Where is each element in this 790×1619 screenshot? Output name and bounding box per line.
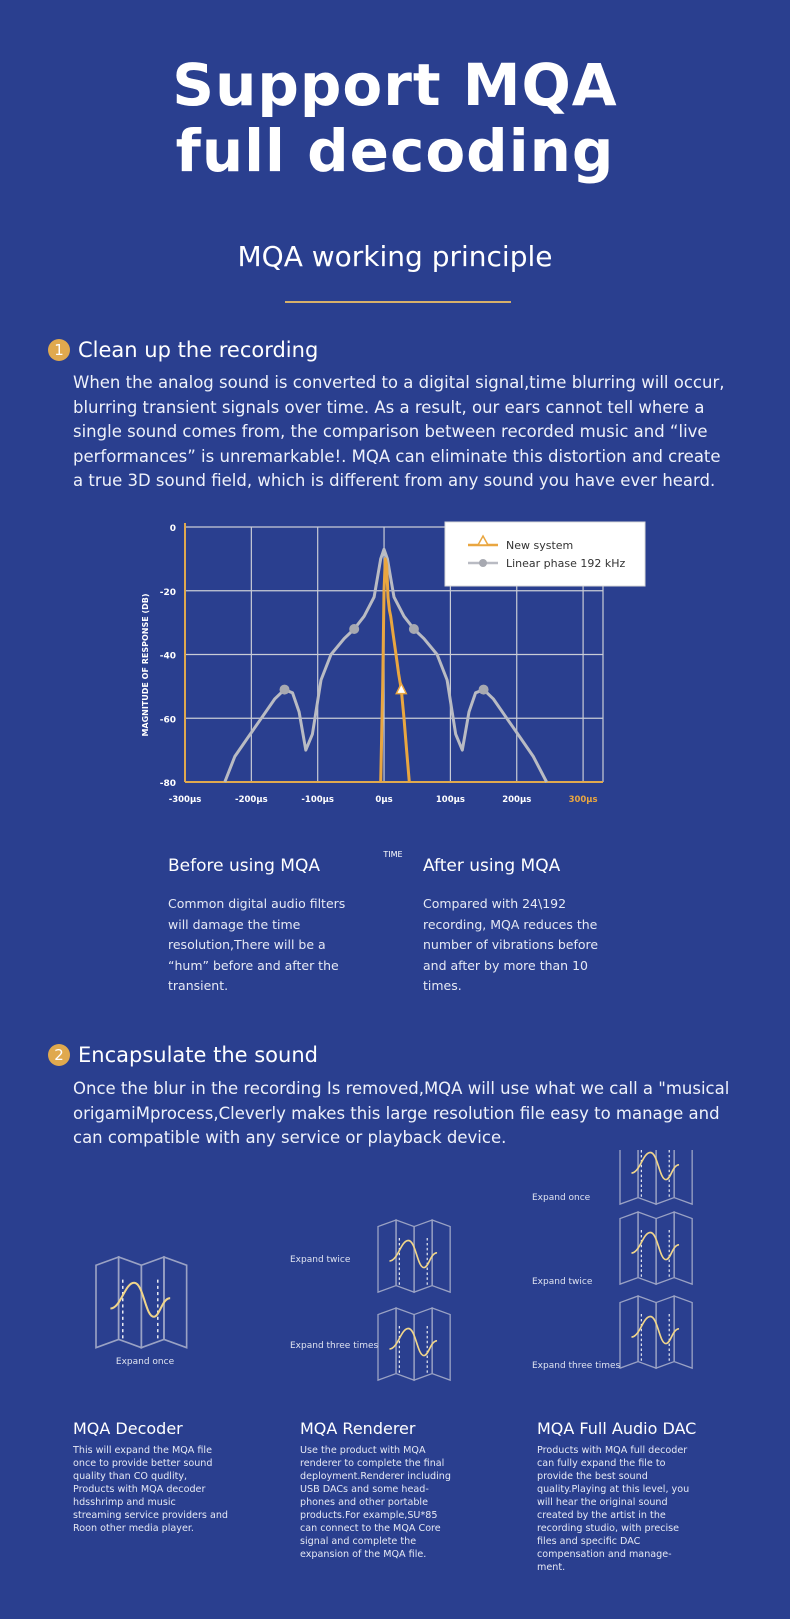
section1-line: a true 3D sound field, which is different from any sound you have ever heard. xyxy=(73,471,716,490)
dac-caption-2: Expand twice xyxy=(532,1277,593,1287)
product-line: phones and other portable xyxy=(300,1497,428,1508)
chart-y-axis-label: MAGNITUDE OF RESPONSE (DB) xyxy=(141,593,150,737)
page-title-line2: full decoding xyxy=(175,117,615,185)
origami-diagram xyxy=(0,1150,790,1400)
section2-line: can compatible with any service or playback device. xyxy=(73,1128,507,1147)
section1-line: performances” is unremarkable!. MQA can eliminate this distortion and create xyxy=(73,446,721,466)
product-line: recording studio, with precise xyxy=(537,1523,680,1534)
after-line: recording, MQA reduces the xyxy=(423,916,598,932)
section1-paragraph xyxy=(73,371,763,494)
y-tick-label: -20 xyxy=(159,587,176,598)
renderer-caption-1: Expand twice xyxy=(290,1255,351,1265)
product-decoder-heading: MQA Decoder xyxy=(73,1419,183,1438)
product-line: quality than CO qudlity, xyxy=(73,1471,188,1482)
linear-phase-marker xyxy=(349,624,359,634)
product-renderer-text xyxy=(300,1444,480,1561)
dac-fold-icon-1 xyxy=(620,1150,692,1204)
before-line: Common digital audio filters xyxy=(168,896,346,911)
after-line: Compared with 24\192 xyxy=(423,896,567,911)
before-line: will damage the time xyxy=(168,916,301,932)
title-divider xyxy=(285,301,511,303)
after-line: number of vibrations before xyxy=(423,937,599,952)
before-line: resolution,There will be a xyxy=(168,937,326,952)
x-tick-label: 200µs xyxy=(502,795,532,805)
dac-fold-icon-2 xyxy=(620,1212,692,1284)
after-line: and after by more than 10 xyxy=(423,957,588,973)
after-text xyxy=(423,894,633,997)
before-heading: Before using MQA xyxy=(168,856,320,876)
dac-caption-1: Expand once xyxy=(532,1193,591,1203)
x-tick-label: -300µs xyxy=(168,795,202,805)
product-line: USB DACs and some head- xyxy=(300,1484,429,1495)
product-line: products.For example,SU*85 xyxy=(300,1510,438,1521)
legend-box xyxy=(445,522,645,586)
product-line: provide the best sound xyxy=(537,1471,648,1482)
product-line: hdsshrimp and music xyxy=(73,1497,176,1508)
product-line: Roon other media player. xyxy=(73,1523,194,1534)
product-line: compensation and manage- xyxy=(537,1549,672,1560)
x-tick-label: -200µs xyxy=(235,795,268,805)
before-text xyxy=(168,894,378,997)
section2-line: origamiMprocess,Cleverly makes this large resolution file easy to manage and xyxy=(73,1103,720,1123)
response-chart xyxy=(140,515,660,860)
legend-new-system-label: New system xyxy=(506,539,574,552)
product-line: can fully expand the file to xyxy=(537,1458,666,1469)
product-line: once to provide better sound xyxy=(73,1458,213,1469)
x-tick-label: 100µs xyxy=(435,795,465,805)
new-system-marker xyxy=(396,684,406,694)
legend-linear-phase-label: Linear phase 192 kHz xyxy=(506,557,626,570)
product-line: files and specific DAC xyxy=(537,1536,641,1547)
product-line: This will expand the MQA file xyxy=(73,1445,212,1456)
section1-number-badge: 1 xyxy=(48,339,70,361)
product-line: Products with MQA decoder xyxy=(73,1484,206,1495)
product-line: expansion of the MQA file. xyxy=(300,1549,427,1560)
renderer-fold-icon-2 xyxy=(378,1308,450,1380)
y-tick-label: -40 xyxy=(159,651,176,662)
after-heading: After using MQA xyxy=(423,856,561,876)
section1-line: blurring transient signals over time. As a result, our ears cannot tell where a xyxy=(73,397,705,417)
decoder-fold-icon xyxy=(96,1257,187,1348)
section2-line: Once the blur in the recording Is removed,MQA will use what we call a "musical xyxy=(73,1079,730,1098)
section1-line: When the analog sound is converted to a digital signal,time blurring will occur, xyxy=(73,373,725,392)
dac-caption-3: Expand three times xyxy=(532,1361,621,1371)
section2-heading xyxy=(48,1043,318,1067)
renderer-fold-icon-1 xyxy=(378,1220,450,1292)
page-subtitle: MQA working principle xyxy=(237,240,553,273)
y-tick-label: -60 xyxy=(159,715,176,726)
product-renderer-heading: MQA Renderer xyxy=(300,1419,416,1438)
y-tick-label: -80 xyxy=(159,779,176,789)
product-line: created by the artist in the xyxy=(537,1510,666,1521)
section1-heading xyxy=(48,338,318,362)
product-line: Products with MQA full decoder xyxy=(537,1445,688,1456)
x-tick-label: 0µs xyxy=(375,795,393,805)
series-line-new-system xyxy=(381,559,410,782)
y-tick-label: 0 xyxy=(169,524,176,534)
legend-circle-icon xyxy=(479,559,487,567)
product-dac-text xyxy=(537,1444,737,1574)
renderer-caption-2: Expand three times xyxy=(290,1341,379,1351)
section2-paragraph xyxy=(73,1077,763,1151)
product-line: renderer to complete the final xyxy=(300,1458,445,1469)
product-line: signal and complete the xyxy=(300,1536,417,1547)
linear-phase-marker xyxy=(479,685,489,695)
chart-x-axis-label: TIME xyxy=(383,850,403,859)
product-line: quality.Playing at this level, you xyxy=(537,1484,690,1495)
product-dac-heading: MQA Full Audio DAC xyxy=(537,1419,697,1438)
product-decoder-text xyxy=(73,1444,253,1535)
decoder-caption: Expand once xyxy=(115,1357,175,1367)
section2-number-badge: 2 xyxy=(48,1044,70,1066)
x-tick-label: 300µs xyxy=(568,795,598,805)
before-line: “hum” before and after the xyxy=(168,957,339,973)
product-line: deployment.Renderer including xyxy=(300,1471,451,1482)
section2-heading-text: Encapsulate the sound xyxy=(78,1043,318,1067)
after-line: times. xyxy=(423,978,462,993)
section1-heading-text: Clean up the recording xyxy=(78,338,319,362)
product-line: Use the product with MQA xyxy=(300,1445,426,1456)
section1-line: single sound comes from, the comparison between recorded music and “live xyxy=(73,422,708,441)
product-line: ment. xyxy=(537,1562,566,1573)
linear-phase-marker xyxy=(280,685,290,695)
linear-phase-marker xyxy=(409,624,419,634)
x-tick-label: -100µs xyxy=(301,795,334,805)
product-line: streaming service providers and xyxy=(73,1510,228,1521)
before-line: transient. xyxy=(168,978,229,993)
page-title-line1: Support MQA xyxy=(172,51,618,119)
dac-fold-icon-3 xyxy=(620,1296,692,1368)
chart-legend xyxy=(445,522,645,586)
product-line: can connect to the MQA Core xyxy=(300,1523,441,1534)
product-line: will hear the original sound xyxy=(537,1497,668,1508)
